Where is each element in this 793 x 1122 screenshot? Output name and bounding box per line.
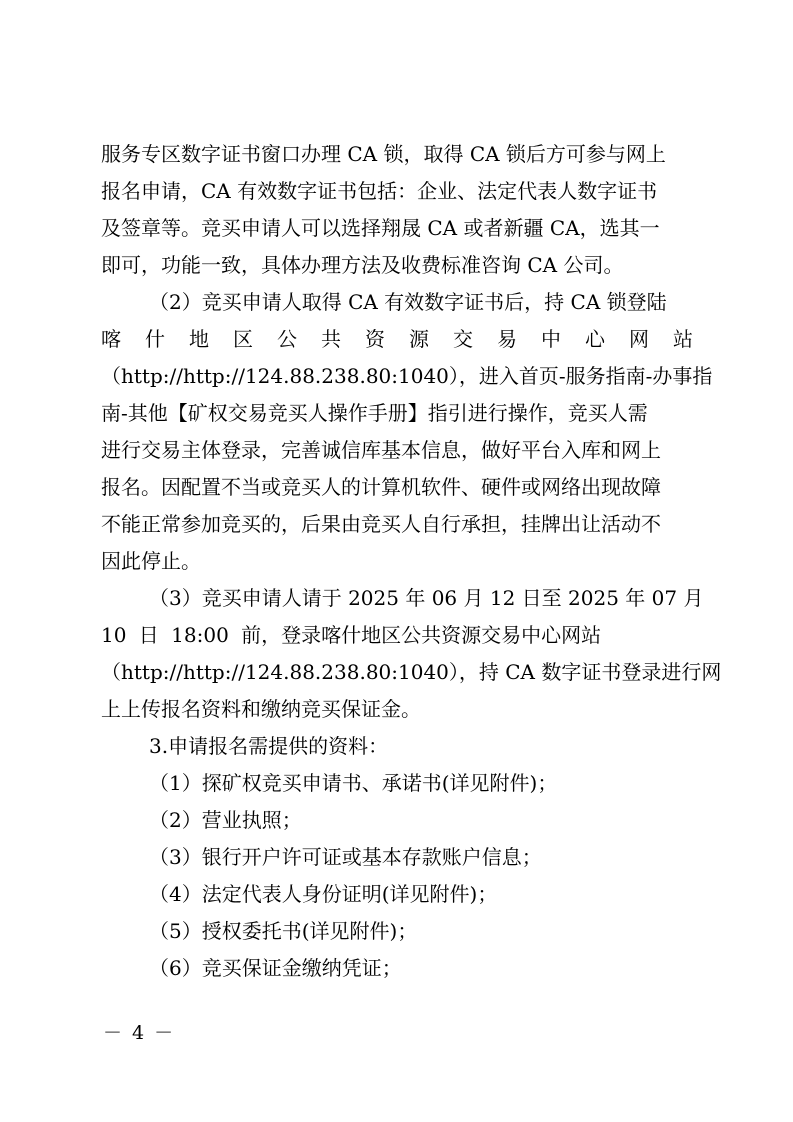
text-char: 区 [233,327,253,351]
list-item: （1）探矿权竞买申请书、承诺书(详见附件)； [149,771,558,795]
text-char: 什 [145,327,165,351]
paragraph-ca-lock [101,136,693,284]
text-char: 共 [321,327,341,351]
text-char: 源 [409,327,429,351]
list-item: （4）法定代表人身份证明(详见附件)； [149,882,498,906]
list-item: （6）竞买保证金缴纳凭证； [149,956,402,980]
text-char: 公 [277,327,297,351]
text-char: 喀 [101,327,121,351]
page-number: － 4 － [103,1022,176,1044]
section-required-materials [101,728,693,987]
text-line: （http://http://124.88.238.80:1040），持 CA 数字证书登录进行网 [101,660,722,684]
section-heading: 3.申请报名需提供的资料： [149,734,389,758]
justified-text-line [101,321,693,358]
document-body [101,136,722,987]
text-char: 网 [629,327,649,351]
text-char: 地 [189,327,209,351]
text-line: （http://http://124.88.238.80:1040），进入首页-服务指南-办事指 [101,364,713,388]
text-line: 报名申请，CA 有效数字证书包括：企业、法定代表人数字证书 [101,179,658,203]
text-line: （2）竞买申请人取得 CA 有效数字证书后，持 CA 锁登陆 [149,290,667,314]
text-line: （3）竞买申请人请于 2025 年 06 月 12 日至 2025 年 07 月 [149,586,704,610]
text-line: 报名。因配置不当或竞买人的计算机软件、硬件或网络出现故障 [101,475,661,499]
list-item: （5）授权委托书(详见附件)； [149,919,418,943]
text-char: 易 [497,327,517,351]
text-line: 因此停止。 [101,549,201,573]
text-line: 不能正常参加竞买的，后果由竞买人自行承担，挂牌出让活动不 [101,512,661,536]
text-line: 10 日 18:00 前，登录喀什地区公共资源交易中心网站 [101,623,602,647]
text-line: 即可，功能一致，具体办理方法及收费标准咨询 CA 公司。 [101,253,624,277]
text-char: 交 [453,327,473,351]
paragraph-item-3 [101,580,722,728]
text-line: 进行交易主体登录，完善诚信库基本信息，做好平台入库和网上 [101,438,661,462]
text-char: 心 [585,327,605,351]
text-line: 南-其他【矿权交易竞买人操作手册】指引进行操作，竞买人需 [101,401,648,425]
text-char: 站 [673,327,693,351]
list-item: （3）银行开户许可证或基本存款账户信息； [149,845,542,869]
text-line: 及签章等。竞买申请人可以选择翔晟 CA 或者新疆 CA，选其一 [101,216,660,240]
text-line: 上上传报名资料和缴纳竞买保证金。 [101,697,421,721]
paragraph-item-2 [101,284,713,580]
text-char: 中 [541,327,561,351]
text-line: 服务专区数字证书窗口办理 CA 锁，取得 CA 锁后方可参与网上 [101,142,666,166]
list-item: （2）营业执照； [149,808,302,832]
text-char: 资 [365,327,385,351]
